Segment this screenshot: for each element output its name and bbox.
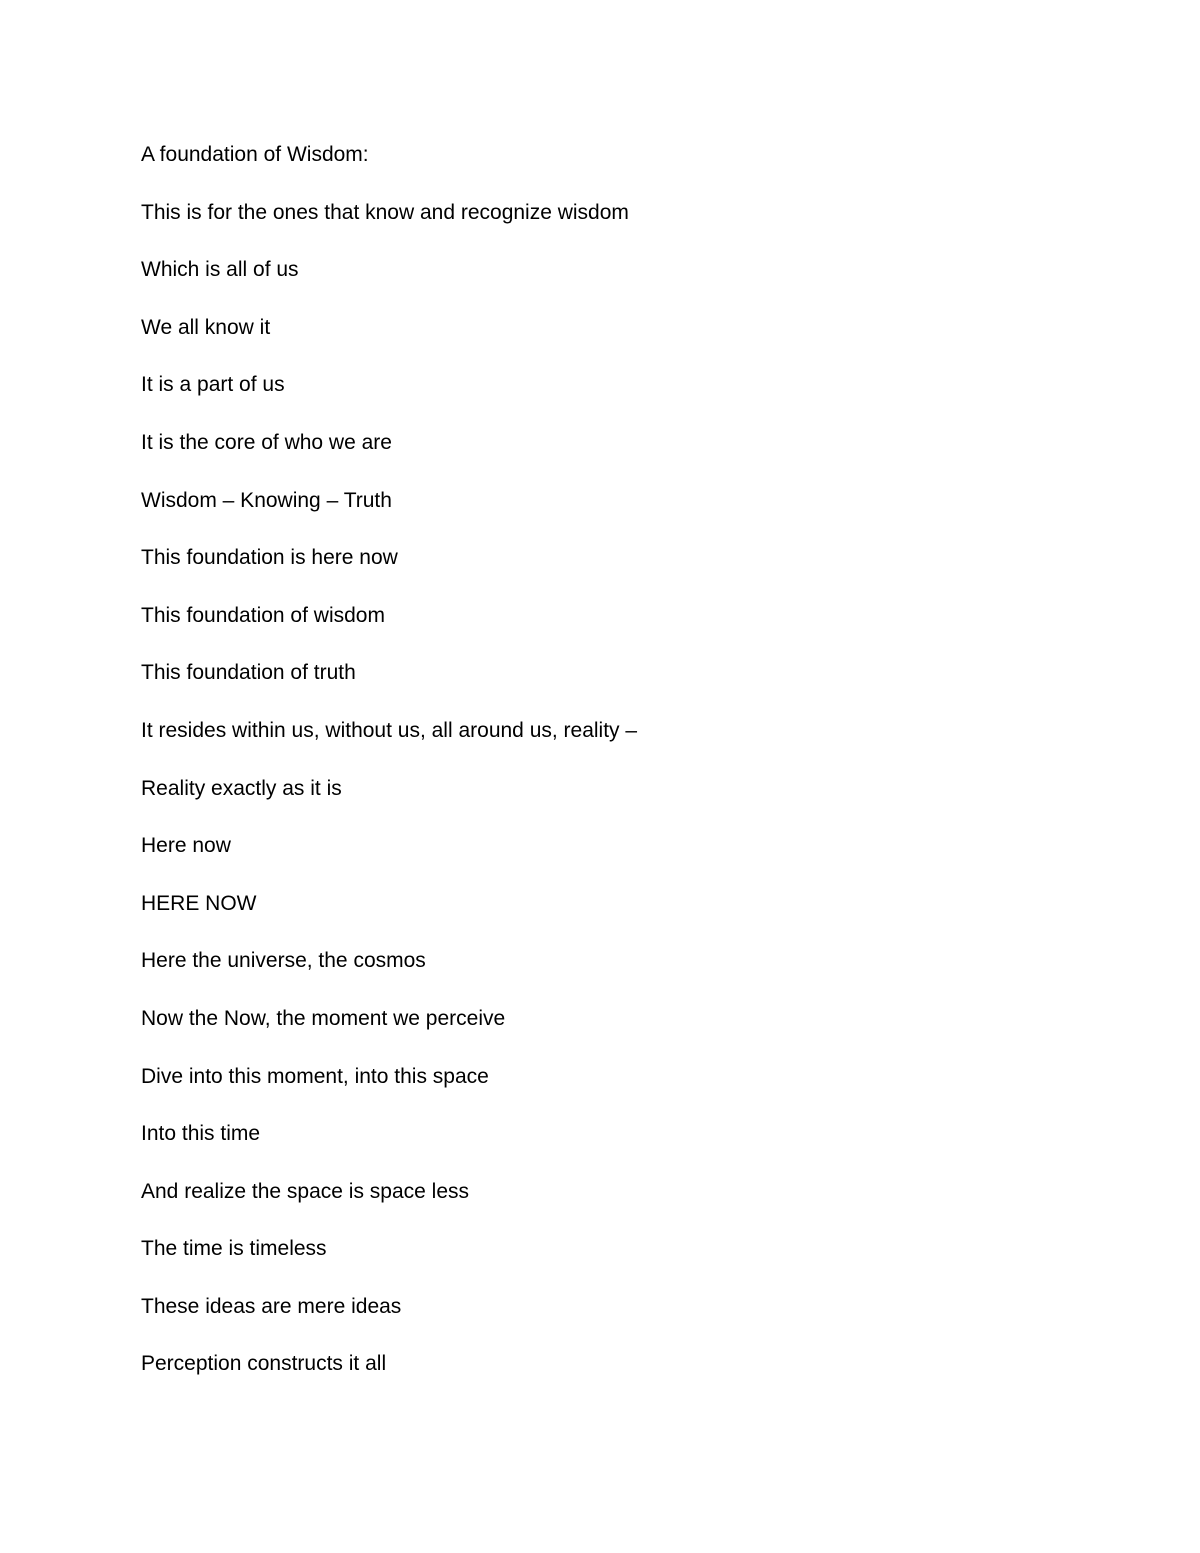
text-line: This foundation of wisdom [141, 603, 385, 627]
text-line: Dive into this moment, into this space [141, 1064, 489, 1088]
text-line: Into this time [141, 1122, 261, 1146]
text-line: These ideas are mere ideas [141, 1294, 402, 1318]
text-line: It resides within us, without us, all around us, reality – [141, 718, 638, 742]
text-line: Wisdom – Knowing – Truth [141, 488, 392, 512]
text-line: Here now [141, 834, 231, 858]
text-line: Which is all of us [141, 258, 299, 282]
document-title: A foundation of Wisdom: [141, 143, 369, 166]
text-line: And realize the space is space less [141, 1179, 470, 1203]
text-line: This foundation of truth [141, 661, 356, 685]
text-line: Perception constructs it all [141, 1352, 387, 1376]
text-line: Here the universe, the cosmos [141, 949, 426, 973]
text-line: Now the Now, the moment we perceive [141, 1006, 506, 1030]
text-line: We all know it [141, 315, 271, 339]
text-line: Reality exactly as it is [141, 776, 342, 800]
text-line: This foundation is here now [141, 546, 398, 570]
text-line: It is a part of us [141, 373, 285, 397]
text-line: This is for the ones that know and recognize wisdom [141, 200, 629, 224]
text-line: It is the core of who we are [141, 430, 392, 454]
document-body [141, 141, 1041, 1408]
text-line: HERE NOW [141, 891, 257, 915]
text-line: The time is timeless [141, 1237, 327, 1261]
